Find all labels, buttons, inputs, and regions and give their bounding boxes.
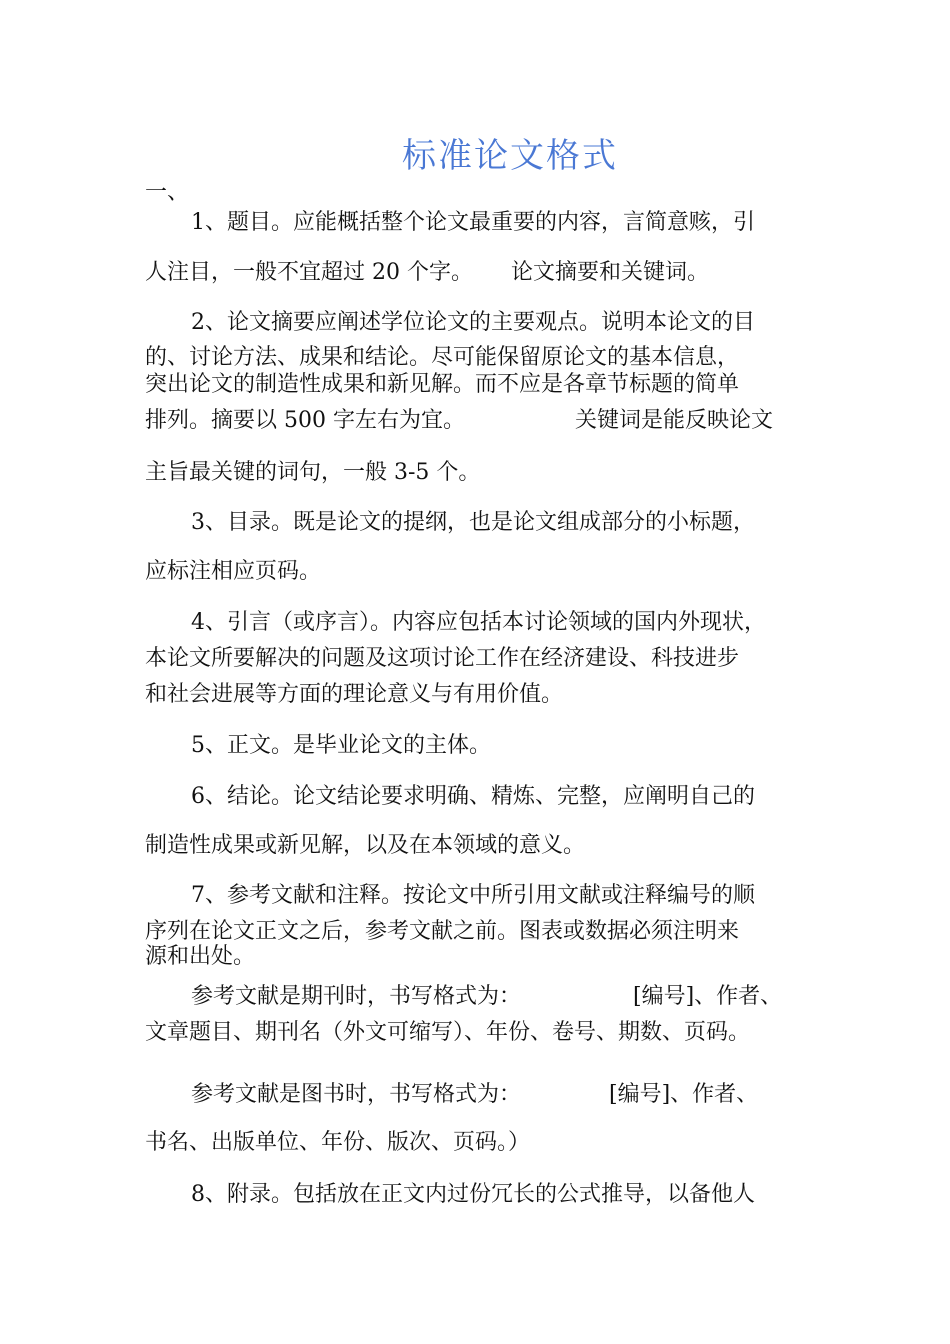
- text-fragment: 参考文献是图书时，书写格式为：: [191, 1082, 522, 1107]
- paragraph-line: 2、论文摘要应阐述学位论文的主要观点。说明本论文的目: [191, 310, 755, 335]
- paragraph-line: 5、正文。是毕业论文的主体。: [191, 733, 491, 758]
- text-fragment: 参考文献是期刊时，书写格式为：: [191, 984, 522, 1009]
- paragraph-line: 书名、出版单位、年份、版次、页码。）: [145, 1130, 531, 1155]
- paragraph-line: 主旨最关键的词句，一般 3-5 个。: [145, 460, 481, 485]
- paragraph-line: [145, 406, 825, 436]
- paragraph-line: [191, 982, 831, 1012]
- text-fragment: 关键词是能反映论文: [574, 408, 773, 433]
- text-fragment: 排列。摘要以 500 字左右为宜。: [145, 408, 465, 433]
- paragraph-line: 6、结论。论文结论要求明确、精炼、完整，应阐明自己的: [191, 784, 755, 809]
- paragraph-line: 本论文所要解决的问题及这项讨论工作在经济建设、科技进步: [145, 646, 740, 671]
- subheading-inline: 论文摘要和关键词。: [510, 260, 709, 285]
- paragraph-line: [191, 1080, 831, 1110]
- paragraph-line: 制造性成果或新见解，以及在本领域的意义。: [145, 833, 586, 858]
- text-fragment: [编号]、作者、: [633, 984, 783, 1009]
- paragraph-line: 1、题目。应能概括整个论文最重要的内容，言简意赅，引: [191, 210, 755, 235]
- paragraph-line: 的、讨论方法、成果和结论。尽可能保留原论文的基本信息，: [145, 345, 740, 370]
- paragraph-line: 7、参考文献和注释。按论文中所引用文献或注释编号的顺: [191, 883, 755, 908]
- paragraph-line: 序列在论文正文之后，参考文献之前。图表或数据必须注明来: [145, 919, 740, 944]
- paragraph-line: 3、目录。既是论文的提纲，也是论文组成部分的小标题，: [191, 510, 755, 535]
- section-marker: 一、: [145, 180, 190, 205]
- text-fragment: [编号]、作者、: [609, 1082, 759, 1107]
- paragraph-line: 源和出处。: [145, 944, 256, 969]
- paragraph-line: [145, 258, 825, 288]
- text-fragment: 人注目，一般不宜超过 20 个字。: [145, 260, 473, 285]
- paragraph-line: 和社会进展等方面的理论意义与有用价值。: [145, 682, 564, 707]
- document-title: 标准论文格式: [402, 136, 618, 176]
- paragraph-line: 文章题目、期刊名（外文可缩写）、年份、卷号、期数、页码。: [145, 1020, 751, 1045]
- paragraph-line: 应标注相应页码。: [145, 559, 322, 584]
- paragraph-line: 4、引言（或序言）。内容应包括本讨论领域的国内外现状，: [191, 610, 766, 635]
- paragraph-line: 突出论文的制造性成果和新见解。而不应是各章节标题的简单: [145, 372, 740, 397]
- paragraph-line: 8、附录。包括放在正文内过份冗长的公式推导，以备他人: [191, 1182, 755, 1207]
